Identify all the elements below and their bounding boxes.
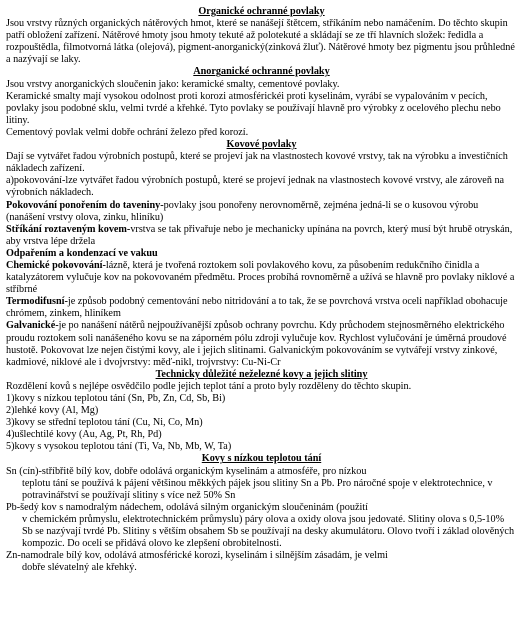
section-heading-organic: Organické ochranné povlaky [198, 6, 325, 17]
method-item [6, 224, 517, 248]
paragraph: Dají se vytvářet řadou výrobních postupů, které se projeví jak na vlastnostech kovové vrstvy, tak na výrobku a investičních nákladech zařízení. [6, 151, 508, 175]
method-text: lázně, která je tvořená roztokem soli povlakového kovu, za působením redukčního činidla a katalyzátorem vylučuje kov na pokovovaném předmětu. Proces probíhá rovnoměrně a užívá se hlavně pro povlaky niklové a stříbrné [6, 259, 515, 296]
method-item [6, 260, 517, 296]
paragraph: Jsou vrstvy různých organických nátěrových hmot, které se nanášejí štětcem, stříkáním nebo namáčením. Do těchto skupin patří obložení zařízení. Nátěrové hmoty jsou hmoty tekuté až polotekuté a skládají se ze tří hlavních složek: ředidla a rozpouštědla, filmotvorná látka (olejová), pigment-anorganický(zinková žluť). Nátěrové hmoty bez pigmentu jsou průhledné a nazývají se laky. [6, 18, 515, 66]
method-item [6, 320, 517, 368]
list-item: 1)kovy s nízkou teplotou tání (Sn, Pb, Zn, Cd, Sb, Bi) [6, 393, 226, 404]
method-term: Odpařením a kondenzací ve vakuu [6, 247, 158, 259]
list-item: 4)ušlechtilé kovy (Au, Ag, Pt, Rh, Pd) [6, 429, 162, 441]
paragraph: Rozdělení kovů s nejlépe osvědčilo podle jejich teplot tání a proto byly rozděleny do těchto skupin. [6, 380, 412, 392]
document-page [6, 6, 517, 574]
metal-paragraph-zn: Zn-namodrale bílý kov, odolává atmosférické korozi, kyselinám i silnějším zásadám, je velmi [6, 550, 388, 562]
method-item [6, 296, 517, 320]
metal-paragraph-sn-cont: teplotu tání se používá k pájení většinou měkkých pájek jsou slitiny Sn a Pb. Pro náročné spoje v elektrotechnice, v potravinářství se používají slitiny s více než 50% Sn [22, 477, 493, 501]
method-text: vrstva se tak přivařuje nebo je mechanicky upínána na povrch, který musí být hrubě otryskán, aby vrstva lépe držela [6, 223, 513, 247]
method-term: Pokovování ponořením do taveniny- [6, 199, 164, 211]
paragraph: Cementový povlak velmi dobře ochrání železo před korozí. [6, 126, 249, 138]
paragraph: Jsou vrstvy anorganických sloučenin jako: keramické smalty, cementové povlaky. [6, 78, 340, 90]
method-text: povlaky jsou ponořeny nerovnoměrně, zejména jedná-li se o kusovou výrobu (nanášení vrstvy olova, zinku, hliníku) [6, 199, 479, 223]
metal-paragraph-sn: Sn (cín)-stříbřitě bílý kov, dobře odolává organickým kyselinám a atmosféře, pro nízkou [6, 465, 367, 477]
metal-paragraph-pb: Pb-šedý kov s namodralým nádechem, odolává silným organickým sloučeninám (použití [6, 501, 368, 513]
list-item: 5)kovy s vysokou teplotou tání (Ti, Va, Nb, Mb, W, Ta) [6, 441, 232, 453]
method-item [6, 248, 517, 260]
method-text: je po nanášení nátěrů nejpoužívanější způsob ochrany povrchu. Kdy průchodem stejnosměrného elektrického proudu roztokem soli nanášeného kovu se na záporném pólu zdroji vylučuje kov. Rychlost vylučování je úměrná proudové hustotě. Pokovovat lze nejen čistými kovy, ale i jejich slitinami. Galvanickým pokovováním se vytvářejí vrstvy zinkové, kadmiové, niklové ale i dvojvrstvy: měď-nikl, trojvrstvy: Cu-Ni-Cr [6, 320, 507, 368]
list-item: 2)lehké kovy (Al, Mg) [6, 405, 99, 417]
method-term: Galvanické- [6, 320, 59, 332]
paragraph: Keramické smalty mají vysokou odolnost proti korozi atmosférickéi proti kyselinám, vyrábí se vypalováním v pecích, povlaky jsou podobné sklu, velmi tvrdé a křehké. Tyto povlaky se používají hlavně pro výrobky z ocelového plechu nebo litiny. [6, 90, 501, 126]
section-heading-nonferrous: Technicky důležité neželezné kovy a jejich slitiny [155, 368, 368, 380]
section-heading-metal: Kovové povlaky [226, 139, 297, 151]
metal-paragraph-zn-cont: dobře slévatelný ale křehký. [22, 562, 137, 574]
metal-paragraph-pb-cont: v chemickém průmyslu, elektrotechnickém průmyslu) páry olova a oxidy olova jsou jedovaté. Slitiny olova s 0,5-10% Sb se nazývají tvrdé Pb. Slitiny s větším obsahem Sb se používají na desky akumulátoru. Olovo tvoří i základ olověných kompozic. Do oceli se přidává olovo ke zlepšení obrobitelnosti. [22, 513, 515, 550]
method-term: Stříkání roztaveným kovem- [6, 223, 131, 235]
list-item: 3)kovy se střední teplotou tání (Cu, Ni, Co, Mn) [6, 417, 203, 429]
method-term: Chemické pokovování- [6, 259, 106, 271]
method-term: Termodifusní- [6, 296, 68, 308]
section-heading-inorganic: Anorganické ochranné povlaky [193, 66, 330, 78]
method-item [6, 200, 517, 224]
section-heading-low-melting: Kovy s nízkou teplotou tání [201, 453, 322, 465]
method-text: je způsob podobný cementování nebo nitridování a to tak, že se povrchová vrstva oceli například obohacuje chrómem, zinkem, hliníkem [6, 296, 508, 320]
paragraph: a)pokovování-lze vytvářet řadou výrobních postupů, které se projeví jednak na vlastnostech kovové vrstvy, ale zároveň na výrobních nákladech. [6, 175, 505, 199]
